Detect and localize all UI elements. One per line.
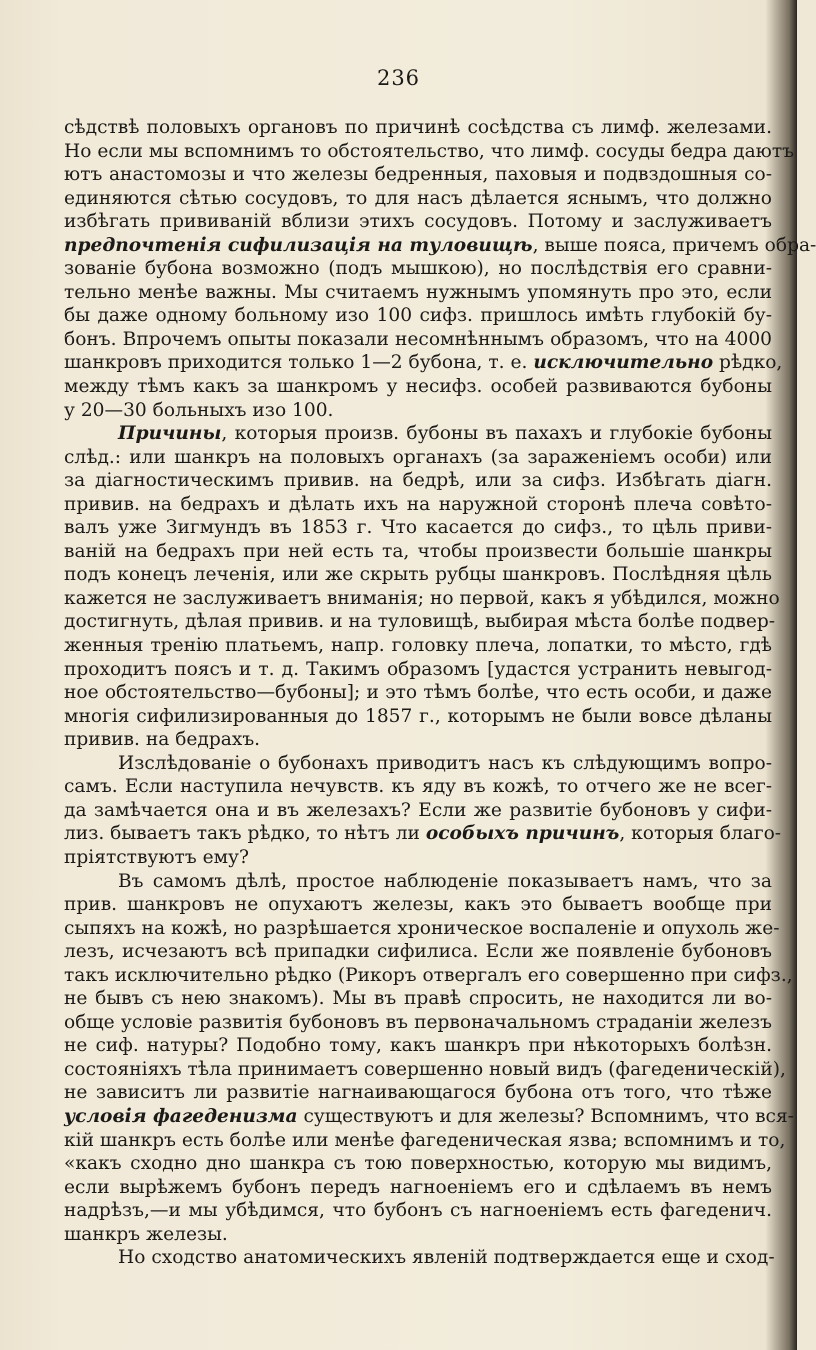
text-line: у 20—30 больныхъ изо 100. xyxy=(64,399,334,421)
paragraph xyxy=(64,1246,775,1270)
text-line: шанкръ железы. xyxy=(64,1223,228,1245)
text-line: пріятствуютъ ему? xyxy=(64,846,249,868)
text-line: достигнуть, дѣлая привив. и на туловищѣ, выбирая мѣста болѣе подвер- xyxy=(64,611,776,633)
text-line: тельно менѣе важны. Мы считаемъ нужнымъ упомянуть про это, если xyxy=(64,281,772,303)
emphasized-text: исключительно xyxy=(533,352,714,374)
text-line: за діагностическимъ привив. на бедрѣ, или за сифз. Избѣгать діагн. xyxy=(64,470,772,492)
text-line: такъ исключительно рѣдко (Рикоръ отвергалъ его совершенно при сифз., xyxy=(64,964,793,986)
text-line: надрѣзъ,—и мы убѣдимся, что бубонъ съ нагноеніемъ есть фагеденич. xyxy=(64,1200,772,1222)
text-line: женныя тренію платьемъ, напр. головку плеча, лопатки, то мѣсто, гдѣ xyxy=(64,635,772,657)
text-line: привив. на бедрахъ. xyxy=(64,729,261,751)
paragraph xyxy=(64,752,782,870)
text-line: Но если мы вспомнимъ то обстоятельство, что лимф. сосуды бедра даютъ xyxy=(64,140,794,162)
text-line: кажется не заслуживаетъ вниманія; но первой, какъ я убѣдился, можно xyxy=(64,587,780,609)
text-line: Но сходство анатомическихъ явленій подтверждается еще и сход- xyxy=(118,1247,775,1269)
text-line: многія сифилизированныя до 1857 г., которымъ не были вовсе дѣланы xyxy=(64,705,772,727)
text-line: лезъ, исчезаютъ всѣ припадки сифилиса. Если же появленіе бубоновъ xyxy=(64,941,772,963)
text-line: шанкровъ приходится только 1—2 бубона, т. е. исключительно рѣдко, xyxy=(64,352,783,374)
paragraph xyxy=(64,116,816,422)
text-line: подъ конецъ леченія, или же скрыть рубцы шанкровъ. Послѣдняя цѣль xyxy=(64,564,772,586)
text-line: слѣд.: или шанкръ на половыхъ органахъ (за зараженіемъ особи) или xyxy=(64,446,772,468)
text-line: предпочтенія сифилизація на туловищѣ, выше пояса, причемъ обра- xyxy=(64,234,816,256)
text-line: да замѣчается она и въ железахъ? Если же развитіе бубоновъ у сифи- xyxy=(64,799,772,821)
text-line: самъ. Если наступила нечувств. къ яду въ кожѣ, то отчего же не всег- xyxy=(64,776,772,798)
text-line: прив. шанкровъ не опухаютъ железы, какъ это бываетъ вообще при xyxy=(64,894,772,916)
text-line: Въ самомъ дѣлѣ, простое наблюденіе показываетъ намъ, что за xyxy=(118,870,772,892)
text-line: бы даже одному больному изо 100 сифз. пришлось имѣть глубокій бу- xyxy=(64,305,772,327)
emphasized-text: условія фагеденизма xyxy=(64,1105,298,1127)
text-line: единяются сѣтью сосудовъ, то для насъ дѣлается яснымъ, что должно xyxy=(64,187,772,209)
text-line: зованіе бубона возможно (подъ мышкою), но послѣдствія его сравни- xyxy=(64,258,772,280)
text-line: обще условіе развитія бубоновъ въ первоначальномъ страданіи железъ xyxy=(64,1011,772,1033)
text-line: сѣдствѣ половыхъ органовъ по причинѣ сосѣдства съ лимф. железами. xyxy=(64,117,772,138)
text-line: ное обстоятельство—бубоны]; и это тѣмъ болѣе, что есть особи, и даже xyxy=(64,682,772,704)
text-line: кій шанкръ есть болѣе или менѣе фагеденическая язва; вспомнимъ и то, xyxy=(64,1129,786,1151)
text-line: состояніяхъ тѣла принимаетъ совершенно новый видъ (фагеденическій), xyxy=(64,1058,786,1080)
text-line: не сиф. натуры? Подобно тому, какъ шанкръ при нѣкоторыхъ болѣзн. xyxy=(64,1035,772,1057)
text-line: не бывъ съ нею знакомъ). Мы въ правѣ спросить, не находится ли во- xyxy=(64,988,772,1010)
text-line: «какъ сходно дно шанкра съ тою поверхностью, которую мы видимъ, xyxy=(64,1153,772,1175)
text-line: валъ уже Зигмундъ въ 1853 г. Что касается до сифз., то цѣль приви- xyxy=(64,517,772,539)
text-line: проходитъ поясъ и т. д. Такимъ образомъ [удастся устранить невыгод- xyxy=(64,658,772,680)
text-line: сыпяхъ на кожѣ, но разрѣшается хроническое воспаленіе и опухоль же- xyxy=(64,917,780,939)
paragraph xyxy=(64,422,780,752)
body-text xyxy=(64,116,816,1270)
text-line: избѣгать прививаній вблизи этихъ сосудовъ. Потому и заслуживаетъ xyxy=(64,211,772,233)
text-line: ютъ анастомозы и что железы бедренныя, паховыя и подвздошныя со- xyxy=(64,164,772,186)
text-line: привив. на бедрахъ и дѣлать ихъ на наружной сторонѣ плеча совѣто- xyxy=(64,493,772,515)
emphasized-text: предпочтенія сифилизація на туловищѣ xyxy=(64,234,533,256)
emphasized-text: Причины xyxy=(118,423,222,445)
text-line: условія фагеденизма существуютъ и для железы? Вспомнимъ, что вся- xyxy=(64,1105,794,1127)
text-line: ваній на бедрахъ при ней есть та, чтобы произвести большіе шанкры xyxy=(64,540,772,562)
paragraph xyxy=(64,870,794,1247)
page-number: 236 xyxy=(376,66,421,90)
text-line: если вырѣжемъ бубонъ передъ нагноеніемъ его и сдѣлаемъ въ немъ xyxy=(64,1176,772,1198)
text-line: не зависитъ ли развитіе нагнаивающагося бубона отъ того, что тѣже xyxy=(64,1082,772,1104)
text-line: Изслѣдованіе о бубонахъ приводитъ насъ къ слѣдующимъ вопро- xyxy=(118,752,772,774)
text-line: бонъ. Впрочемъ опыты показали несомнѣннымъ образомъ, что на 4000 xyxy=(64,328,772,350)
text-line: между тѣмъ какъ за шанкромъ у несифз. особей развиваются бубоны xyxy=(64,376,772,398)
text-line: Причины, которыя произв. бубоны въ пахахъ и глубокіе бубоны xyxy=(118,423,772,445)
text-line: лиз. бываетъ такъ рѣдко, то нѣтъ ли особыхъ причинъ, которыя благо- xyxy=(64,823,782,845)
emphasized-text: особыхъ причинъ xyxy=(425,823,620,845)
